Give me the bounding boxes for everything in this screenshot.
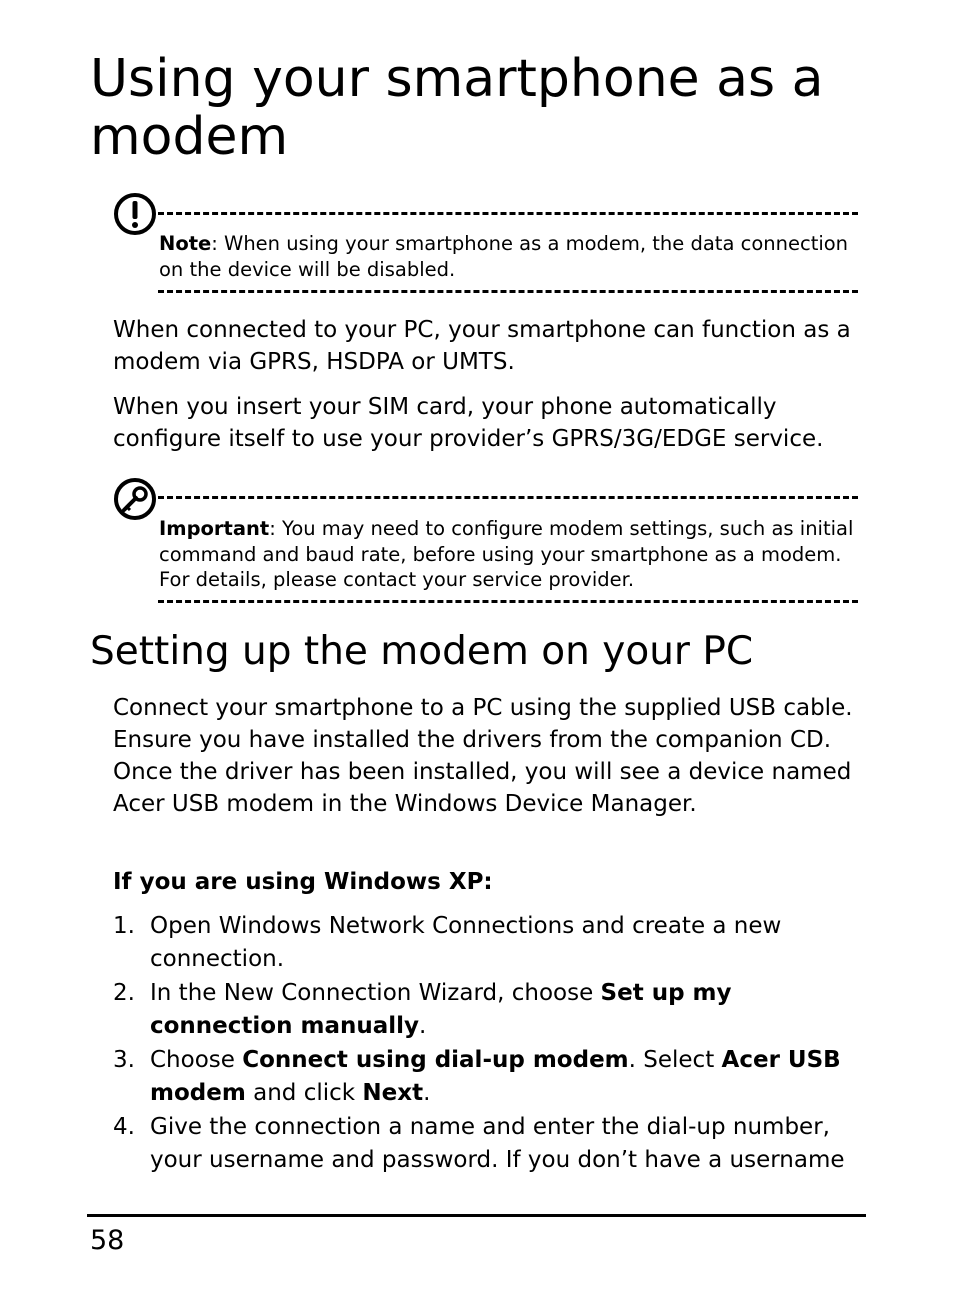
page-title: Using your smartphone as a modem bbox=[90, 49, 824, 167]
step-number: 2. bbox=[113, 980, 135, 1006]
step-number: 4. bbox=[113, 1114, 135, 1140]
step-text: Give the connection a name and enter the dial-up number, your username and password. If you don’t have a username bbox=[150, 1114, 845, 1173]
important-body: : You may need to configure modem settings, such as initial command and baud rate, before using your smartphone as a modem. For details, please contact your service provider. bbox=[159, 517, 854, 591]
intro-paragraph: When connected to your PC, your smartphone can function as a modem via GPRS, HSDPA or UMTS. bbox=[113, 317, 851, 375]
exclamation-circle-icon bbox=[113, 192, 157, 236]
note-callout-text bbox=[159, 231, 869, 282]
step-text: Open Windows Network Connections and create a new connection. bbox=[150, 913, 782, 972]
callout-divider bbox=[158, 290, 858, 293]
step-text: In the New Connection Wizard, choose Set up my connection manually. bbox=[150, 980, 732, 1039]
callout-divider bbox=[158, 496, 858, 499]
step-number: 3. bbox=[113, 1047, 135, 1073]
section-title: Setting up the modem on your PC bbox=[90, 629, 754, 674]
step-text: Choose Connect using dial-up modem. Select Acer USB modem and click Next. bbox=[150, 1047, 841, 1106]
page-number: 58 bbox=[90, 1225, 125, 1256]
important-callout-text bbox=[159, 516, 869, 593]
key-circle-icon bbox=[113, 477, 157, 521]
intro-paragraph: When you insert your SIM card, your phone automatically configure itself to use your provider’s GPRS/3G/EDGE service. bbox=[113, 394, 824, 452]
subheading: If you are using Windows XP: bbox=[113, 869, 493, 895]
important-label: Important bbox=[159, 517, 270, 540]
note-body: : When using your smartphone as a modem, the data connection on the device will be disabled. bbox=[159, 232, 849, 281]
step-number: 1. bbox=[113, 913, 135, 939]
footer-rule bbox=[87, 1214, 866, 1217]
callout-divider bbox=[158, 212, 858, 215]
callout-divider bbox=[158, 600, 858, 603]
section-paragraph: Connect your smartphone to a PC using the supplied USB cable. Ensure you have installed the drivers from the companion CD. Once the driver has been installed, you will see a device named Acer USB modem in the Windows Device Manager. bbox=[113, 695, 853, 817]
note-label: Note bbox=[159, 232, 212, 255]
